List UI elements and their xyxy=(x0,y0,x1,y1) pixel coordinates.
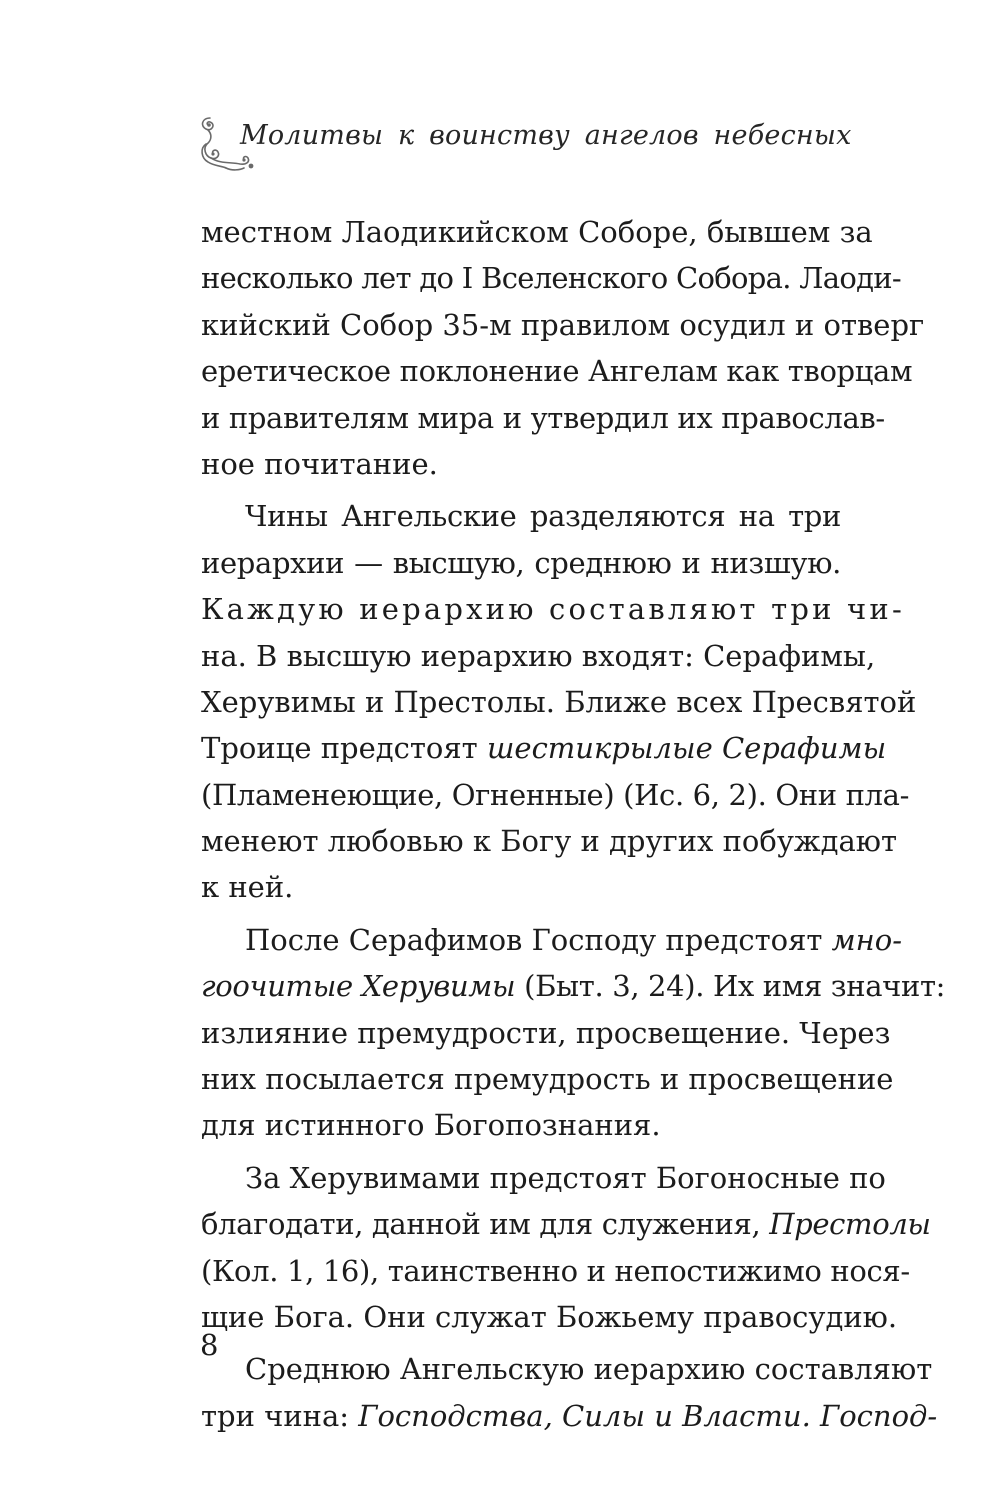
text-run: Херувимы и Престолы. Ближе всех Пресвятой xyxy=(201,684,917,719)
text-line xyxy=(201,963,946,1009)
paragraph xyxy=(201,1346,938,1439)
text-line xyxy=(201,395,885,441)
italic-text: гоочитые Херувимы xyxy=(201,969,516,1004)
text-run: еретическое поклонение Ангелам как творцам xyxy=(201,354,913,389)
text-run: После Серафимов Господу предстоят xyxy=(245,922,832,957)
running-header xyxy=(196,110,852,180)
text-run: Среднюю Ангельскую иерархию составляют xyxy=(245,1352,933,1387)
text-run: За Херувимами предстоят Богоносные по xyxy=(245,1160,886,1195)
text-run: излияние премудрости, просвещение. Через xyxy=(201,1015,891,1050)
text-line xyxy=(201,917,903,963)
text-line xyxy=(201,818,898,864)
text-line xyxy=(201,255,901,301)
text-line xyxy=(201,1201,931,1247)
text-run: к ней. xyxy=(201,870,294,905)
text-line xyxy=(201,1248,910,1294)
text-line xyxy=(201,1155,886,1201)
text-line xyxy=(201,725,887,771)
italic-text: мно- xyxy=(831,922,903,957)
text-run: щие Бога. Они служат Божьему правосудию. xyxy=(201,1299,898,1334)
italic-text: Господства, Силы и Власти. Господ- xyxy=(358,1398,938,1433)
text-line xyxy=(201,1010,891,1056)
text-line xyxy=(201,209,873,255)
text-run: Чины Ангельские разделяются на три xyxy=(245,499,841,534)
text-line xyxy=(201,540,841,586)
text-line xyxy=(201,1346,933,1392)
text-run: (Быт. 3, 24). Их имя значит: xyxy=(515,969,946,1004)
page-number: 8 xyxy=(200,1328,219,1362)
text-line xyxy=(201,633,876,679)
text-line xyxy=(201,772,910,818)
text-line xyxy=(201,1056,894,1102)
text-line xyxy=(201,1102,841,1148)
text-line xyxy=(201,1393,938,1439)
text-run: Троице предстоят xyxy=(201,731,487,766)
text-run: и правителям мира и утвердил их православ- xyxy=(201,400,885,435)
paragraph xyxy=(201,1155,931,1341)
text-run: благодати, данной им для служения, xyxy=(201,1207,770,1242)
italic-text: Престолы xyxy=(769,1207,931,1242)
text-run: местном Лаодикийском Соборе, бывшем за xyxy=(201,215,873,249)
text-line xyxy=(201,586,905,632)
text-run: несколько лет до I Вселенского Собора. Лаоди- xyxy=(201,261,901,296)
text-line xyxy=(201,493,841,539)
text-run: них посылается премудрость и просвещение xyxy=(201,1062,894,1097)
text-run: ное почитание. xyxy=(201,446,438,481)
text-run: (Кол. 1, 16), таинственно и непостижимо нося- xyxy=(201,1253,910,1288)
text-run: менеют любовью к Богу и других побуждают xyxy=(201,824,898,859)
text-line xyxy=(201,348,913,394)
text-run: Каждую иерархию составляют три чи- xyxy=(201,592,905,627)
italic-text: шестикрылые Серафимы xyxy=(486,731,887,766)
paragraph xyxy=(201,209,925,487)
text-run: для истинного Богопознания. xyxy=(201,1108,661,1143)
text-line xyxy=(201,679,917,725)
text-line xyxy=(201,864,841,910)
text-line xyxy=(201,441,841,487)
text-line xyxy=(201,302,925,348)
running-header-title: Молитвы к воинству ангелов небесных xyxy=(240,120,852,151)
paragraph xyxy=(201,493,917,911)
text-run: на. В высшую иерархию входят: Серафимы, xyxy=(201,638,876,673)
text-run: (Пламенеющие, Огненные) (Ис. 6, 2). Они пла- xyxy=(201,777,910,812)
text-line xyxy=(201,1294,898,1340)
text-run: кийский Собор 35-м правилом осудил и отверг xyxy=(201,307,925,342)
paragraph xyxy=(201,917,946,1149)
text-run: три чина: xyxy=(201,1398,359,1433)
text-run: иерархии — высшую, среднюю и низшую. xyxy=(201,545,841,580)
body-text xyxy=(201,209,946,1439)
